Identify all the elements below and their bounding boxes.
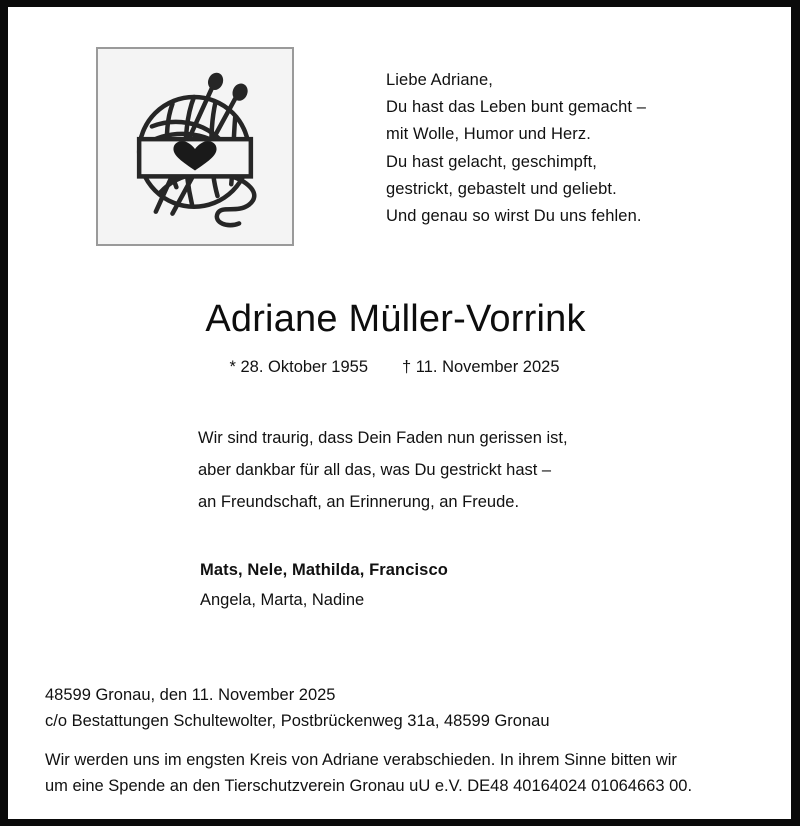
family-secondary-names: Angela, Marta, Nadine xyxy=(200,591,365,609)
birth-symbol: * xyxy=(229,358,236,376)
verse-line: aber dankbar für all das, was Du gestrickt hast – xyxy=(198,461,552,479)
place-date-line: 48599 Gronau, den 11. November 2025 xyxy=(45,686,336,704)
family-primary-names: Mats, Nele, Mathilda, Francisco xyxy=(200,561,448,579)
place-and-date-block xyxy=(45,682,765,734)
verse-line: Wir sind traurig, dass Dein Faden nun gerissen ist, xyxy=(198,429,568,447)
verse-line: an Freundschaft, an Erinnerung, an Freude. xyxy=(198,493,520,511)
life-dates xyxy=(8,355,791,379)
closing-line: Wir werden uns im engsten Kreis von Adriane verabschieden. In ihrem Sinne bitten wir xyxy=(45,751,677,769)
notice-sheet xyxy=(8,7,791,819)
death-date: 11. November 2025 xyxy=(415,358,560,376)
poem-line: Und genau so wirst Du uns fehlen. xyxy=(386,207,642,226)
donation-line: um eine Spende an den Tierschutzverein Gronau uU e.V. DE48 40164024 01064663 00. xyxy=(45,777,693,795)
birth-date: 28. Oktober 1955 xyxy=(240,358,369,376)
poem-line: mit Wolle, Humor und Herz. xyxy=(386,125,591,144)
family-block xyxy=(200,555,670,615)
yarn-ball-with-knitting-needles-and-heart-icon xyxy=(98,49,292,244)
death-symbol: † xyxy=(402,358,412,376)
poem-line: Liebe Adriane, xyxy=(386,71,493,89)
poem-line: Du hast gelacht, geschimpft, xyxy=(386,152,597,171)
funeral-home-line: c/o Bestattungen Schultewolter, Postbrückenweg 31a, 48599 Gronau xyxy=(45,712,550,730)
poem-block xyxy=(386,67,786,230)
closing-note-block xyxy=(45,747,775,799)
deceased-name: Adriane Müller-Vorrink xyxy=(205,298,586,340)
verse-block xyxy=(198,422,668,518)
poem-line: Du hast das Leben bunt gemacht – xyxy=(386,98,647,117)
poem-line: gestrickt, gebastelt und geliebt. xyxy=(386,179,617,198)
emblem-frame xyxy=(96,47,294,246)
